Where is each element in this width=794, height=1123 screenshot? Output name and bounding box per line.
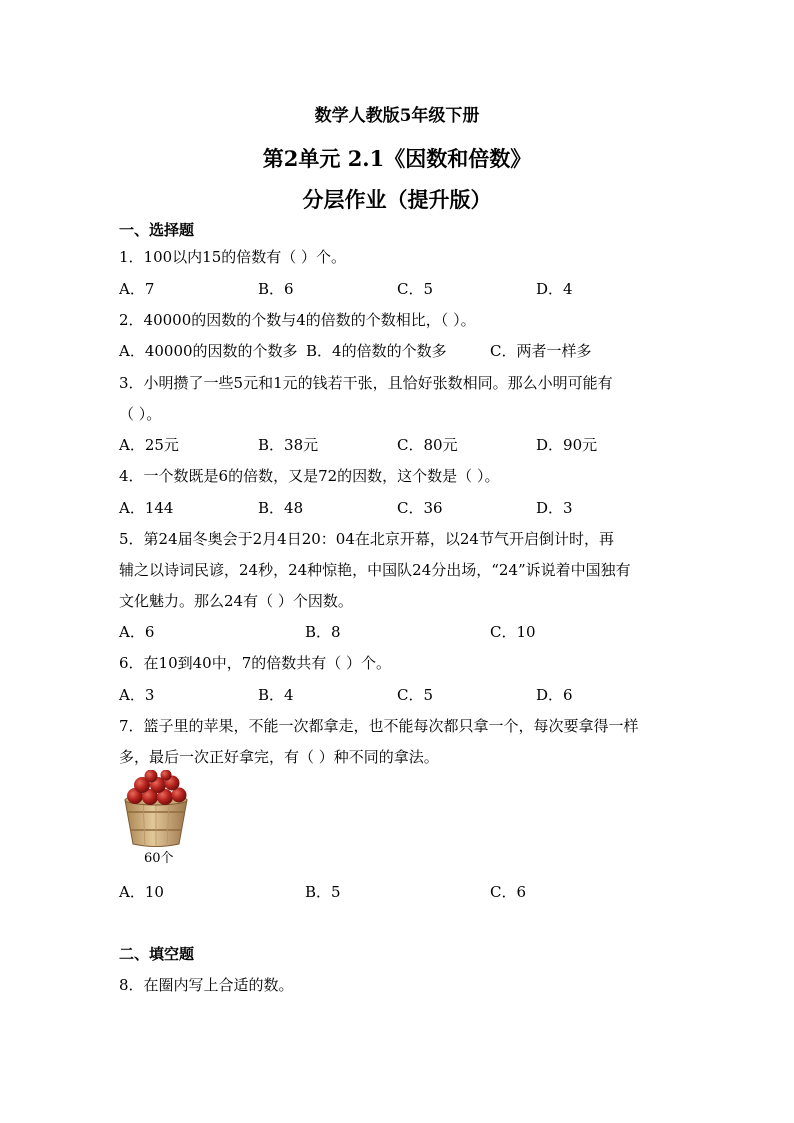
- header-unit: 第2单元 2.1《因数和倍数》: [262, 146, 532, 171]
- question-5-line-2: 辅之以诗词民谚，24秒，24种惊艳，中国队24分出场，“24”诉说着中国独有: [119, 561, 631, 579]
- q2-option-a: A．40000的因数的个数多: [119, 342, 298, 360]
- q6-option-c: C．5: [397, 686, 434, 704]
- section-multiple-choice: 一、选择题: [119, 221, 195, 239]
- q1-option-a: A．7: [119, 280, 155, 298]
- q2-option-b: B．4的倍数的个数多: [306, 342, 447, 360]
- q5-option-a: A．6: [119, 623, 155, 641]
- q1-option-b: B．6: [258, 280, 294, 298]
- question-2: 2．40000的因数的个数与4的倍数的个数相比，（ ）。: [119, 311, 476, 329]
- q3-option-d: D．90元: [536, 436, 598, 454]
- q6-option-b: B．4: [258, 686, 294, 704]
- question-1: 1．100以内15的倍数有（ ）个。: [119, 248, 347, 266]
- header-type: 分层作业（提升版）: [302, 187, 492, 212]
- q7-option-c: C．6: [490, 883, 527, 901]
- question-4: 4．一个数既是6的倍数，又是72的因数，这个数是（ ）。: [119, 467, 500, 485]
- q1-option-d: D．4: [536, 280, 573, 298]
- q3-option-c: C．80元: [397, 436, 458, 454]
- question-5-line-3: 文化魅力。那么24有（ ）个因数。: [119, 592, 353, 610]
- basket-count-label: 60个: [144, 851, 174, 866]
- question-8: 8．在圈内写上合适的数。: [119, 976, 294, 994]
- q4-option-d: D．3: [536, 499, 573, 517]
- q3-option-a: A．25元: [119, 436, 179, 454]
- question-6: 6．在10到40中，7的倍数共有（ ）个。: [119, 654, 392, 672]
- header-subject: 数学人教版5年级下册: [314, 106, 480, 126]
- question-7-line-1: 7．篮子里的苹果，不能一次都拿走，也不能每次都只拿一个，每次要拿得一样: [119, 717, 639, 735]
- q4-option-a: A．144: [119, 499, 174, 517]
- q7-option-a: A．10: [119, 883, 164, 901]
- q6-option-a: A．3: [119, 686, 155, 704]
- q2-option-c: C．两者一样多: [490, 342, 592, 360]
- q5-option-b: B．8: [305, 623, 341, 641]
- question-3-line-1: 3．小明攒了一些5元和1元的钱若干张，且恰好张数相同。那么小明可能有: [119, 374, 613, 392]
- q3-option-b: B．38元: [258, 436, 319, 454]
- section-fill-in-blank: 二、填空题: [119, 945, 195, 963]
- q4-option-c: C．36: [397, 499, 443, 517]
- apple-basket-image: [121, 770, 191, 848]
- q7-option-b: B．5: [305, 883, 341, 901]
- q1-option-c: C．5: [397, 280, 434, 298]
- question-7-line-2: 多，最后一次正好拿完，有（ ）种不同的拿法。: [119, 748, 439, 766]
- question-5-line-1: 5．第24届冬奥会于2月4日20：04在北京开幕，以24节气开启倒计时，再: [119, 530, 614, 548]
- q4-option-b: B．48: [258, 499, 304, 517]
- q5-option-c: C．10: [490, 623, 536, 641]
- q6-option-d: D．6: [536, 686, 573, 704]
- question-3-line-2: （ ）。: [119, 405, 162, 423]
